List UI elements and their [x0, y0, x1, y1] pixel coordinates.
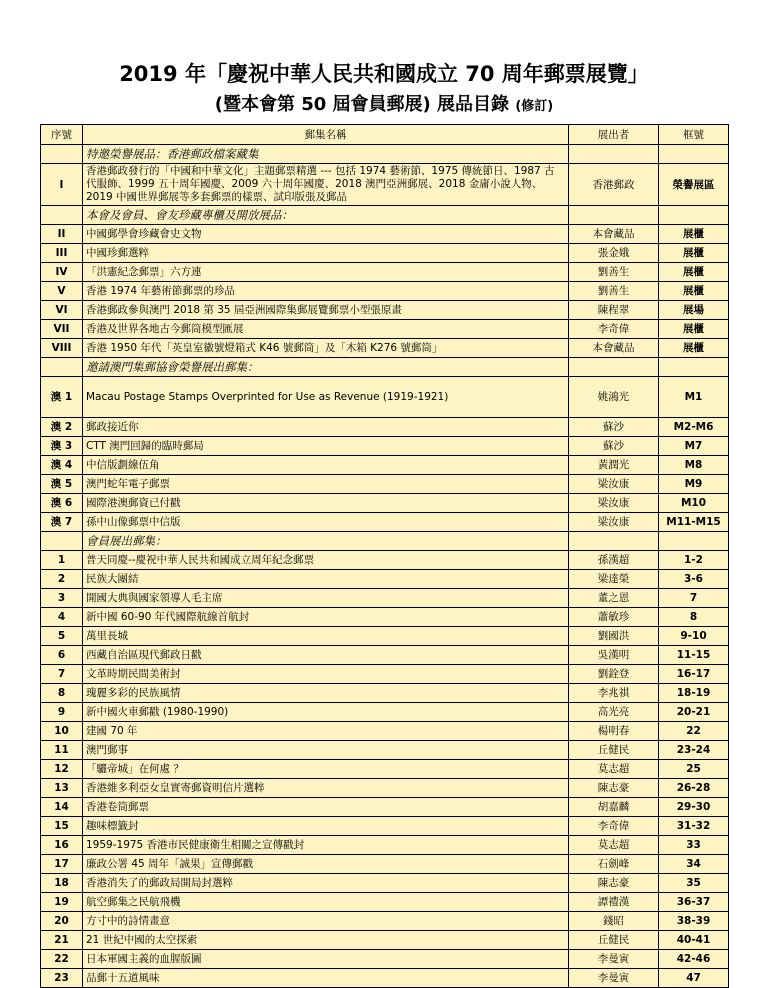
table-row [41, 779, 729, 798]
exhibit-name: 趣味標籤封 [83, 817, 569, 836]
table-row [41, 741, 729, 760]
table-row [41, 969, 729, 988]
exhibit-name: 瑰麗多彩的民族風情 [83, 684, 569, 703]
exhibit-name: 中信版劃線伍角 [83, 456, 569, 475]
table-row [41, 494, 729, 513]
frame-number: 23-24 [659, 741, 729, 760]
frame-number: 42-46 [659, 950, 729, 969]
exhibitor-name: 劉銓登 [569, 665, 659, 684]
table-row [41, 513, 729, 532]
exhibitor-name: 本會藏品 [569, 225, 659, 244]
exhibitor-name: 陳志豪 [569, 874, 659, 893]
table-row [41, 627, 729, 646]
frame-number: 展櫃 [659, 263, 729, 282]
exhibit-name: 西藏自治區現代郵政日戳 [83, 646, 569, 665]
table-row [41, 551, 729, 570]
exhibit-number: V [41, 282, 83, 301]
exhibit-name: 日本軍國主義的血腥版圖 [83, 950, 569, 969]
frame-number: M11-M15 [659, 513, 729, 532]
exhibit-number: II [41, 225, 83, 244]
frame-number: M8 [659, 456, 729, 475]
table-row [41, 418, 729, 437]
section-spacer [659, 145, 729, 164]
section-spacer [41, 358, 83, 377]
section-header-row [41, 206, 729, 225]
exhibitor-name: 高光亮 [569, 703, 659, 722]
exhibit-number: 5 [41, 627, 83, 646]
exhibit-name: Macau Postage Stamps Overprinted for Use as Revenue (1919-1921) [83, 377, 569, 418]
table-row [41, 874, 729, 893]
exhibit-number: 澳 7 [41, 513, 83, 532]
table-row [41, 339, 729, 358]
table-body [41, 145, 729, 988]
exhibit-name: 普天同慶--慶祝中華人民共和國成立周年紀念郵票 [83, 551, 569, 570]
exhibit-name: 品郵十五道風味 [83, 969, 569, 988]
table-row [41, 760, 729, 779]
frame-number: 9-10 [659, 627, 729, 646]
exhibit-number: IV [41, 263, 83, 282]
exhibit-name: 新中國 60-90 年代國際航線首航封 [83, 608, 569, 627]
exhibit-name: 中國郵學會珍藏會史文物 [83, 225, 569, 244]
table-row [41, 301, 729, 320]
frame-number: 展櫃 [659, 282, 729, 301]
exhibitor-name: 香港郵政 [569, 164, 659, 206]
exhibit-name: 香港郵政參與澳門 2018 第 35 屆亞洲國際集郵展覽郵票小型張原畫 [83, 301, 569, 320]
exhibitor-name: 董之恩 [569, 589, 659, 608]
exhibitor-name: 譚禮漢 [569, 893, 659, 912]
table-row [41, 893, 729, 912]
exhibit-number: 17 [41, 855, 83, 874]
frame-number: 7 [659, 589, 729, 608]
exhibitor-name: 丘健民 [569, 741, 659, 760]
header-no: 序號 [41, 125, 83, 145]
table-row [41, 164, 729, 206]
table-row [41, 456, 729, 475]
exhibit-number: 7 [41, 665, 83, 684]
table-row [41, 225, 729, 244]
exhibit-name: 方寸中的詩情畫意 [83, 912, 569, 931]
exhibit-number: 澳 3 [41, 437, 83, 456]
exhibitor-name: 姚鴻光 [569, 377, 659, 418]
exhibitor-name: 本會藏品 [569, 339, 659, 358]
frame-number: 3-6 [659, 570, 729, 589]
table-row [41, 244, 729, 263]
frame-number: 8 [659, 608, 729, 627]
exhibitor-name: 劉國洪 [569, 627, 659, 646]
exhibitor-name: 莫志超 [569, 836, 659, 855]
exhibit-number: 15 [41, 817, 83, 836]
subtitle-note: (修訂) [515, 99, 554, 114]
exhibit-name: 香港及世界各地古今郵筒模型匯展 [83, 320, 569, 339]
table-row [41, 646, 729, 665]
exhibit-number: 23 [41, 969, 83, 988]
exhibitor-name: 孫漢超 [569, 551, 659, 570]
exhibit-number: 1 [41, 551, 83, 570]
frame-number: 40-41 [659, 931, 729, 950]
exhibit-name: 香港 1950 年代「英皇室徽號燈箱式 K46 號郵筒」及「木箱 K276 號郵筒」 [83, 339, 569, 358]
page-subtitle [0, 92, 768, 120]
exhibit-name: 民族大團結 [83, 570, 569, 589]
section-spacer [659, 358, 729, 377]
exhibit-number: VII [41, 320, 83, 339]
exhibit-name: 國際港澳郵資已付戳 [83, 494, 569, 513]
table-header-row [41, 125, 729, 145]
exhibit-name: 航空郵集之民航飛機 [83, 893, 569, 912]
exhibit-name: 郵政接近你 [83, 418, 569, 437]
table-row [41, 684, 729, 703]
frame-number: 展櫃 [659, 339, 729, 358]
section-title: 特邀榮譽展品：香港郵政檔案藏集 [83, 145, 569, 164]
frame-number: 33 [659, 836, 729, 855]
section-title: 會員展出郵集： [83, 532, 569, 551]
table-row [41, 589, 729, 608]
frame-number: 25 [659, 760, 729, 779]
page-title: 2019 年「慶祝中華人民共和國成立 70 周年郵票展覽」 [119, 62, 649, 86]
exhibitor-name: 吳漢明 [569, 646, 659, 665]
frame-number: M1 [659, 377, 729, 418]
exhibit-number: 16 [41, 836, 83, 855]
section-header-row [41, 145, 729, 164]
exhibit-name: 香港卷筒郵票 [83, 798, 569, 817]
frame-number: 35 [659, 874, 729, 893]
section-title: 本會及會員、會友珍藏專櫃及開放展品： [83, 206, 569, 225]
exhibit-number: VI [41, 301, 83, 320]
frame-number: 22 [659, 722, 729, 741]
header-name: 郵集名稱 [83, 125, 569, 145]
exhibit-name: 1959-1975 香港市民健康衛生相關之宣傳戳封 [83, 836, 569, 855]
exhibit-number: 9 [41, 703, 83, 722]
exhibit-name: 「驪帝城」在何處 ？ [83, 760, 569, 779]
exhibit-name: 廉政公署 45 周年「誠果」宣傳郵戳 [83, 855, 569, 874]
section-header-row [41, 358, 729, 377]
exhibit-name: 「洪憲紀念郵票」六方連 [83, 263, 569, 282]
exhibit-name: 香港消失了的郵政局開局封選粹 [83, 874, 569, 893]
subtitle-text: (暨本會第 50 屆會員郵展) 展品目錄 [214, 94, 510, 115]
exhibit-number: III [41, 244, 83, 263]
frame-number: 展場 [659, 301, 729, 320]
exhibit-number: 21 [41, 931, 83, 950]
exhibit-number: 12 [41, 760, 83, 779]
exhibitor-name: 莫志超 [569, 760, 659, 779]
exhibit-number: VIII [41, 339, 83, 358]
frame-number: 34 [659, 855, 729, 874]
frame-number: 29-30 [659, 798, 729, 817]
exhibitor-name: 梁汝康 [569, 494, 659, 513]
table-row [41, 798, 729, 817]
exhibit-number: 10 [41, 722, 83, 741]
exhibit-name: 新中國火車郵戳 (1980-1990) [83, 703, 569, 722]
exhibit-name: 澳門蛇年電子郵票 [83, 475, 569, 494]
exhibit-number: 18 [41, 874, 83, 893]
frame-number: 26-28 [659, 779, 729, 798]
exhibit-name: 建國 70 年 [83, 722, 569, 741]
exhibit-name: 中國珍郵選粹 [83, 244, 569, 263]
section-title: 邀請澳門集郵協會榮譽展出郵集： [83, 358, 569, 377]
exhibit-number: 13 [41, 779, 83, 798]
frame-number: 16-17 [659, 665, 729, 684]
exhibit-number: I [41, 164, 83, 206]
exhibit-name: CTT 澳門回歸的臨時郵局 [83, 437, 569, 456]
exhibit-number: 澳 5 [41, 475, 83, 494]
table-row [41, 931, 729, 950]
exhibitor-name: 蘇沙 [569, 437, 659, 456]
exhibitor-name: 丘健民 [569, 931, 659, 950]
exhibitor-name: 劉善生 [569, 282, 659, 301]
exhibit-name: 開國大典與國家領導人毛主席 [83, 589, 569, 608]
frame-number: 展櫃 [659, 244, 729, 263]
exhibitor-name: 李兆祺 [569, 684, 659, 703]
table-row [41, 665, 729, 684]
section-spacer [41, 145, 83, 164]
exhibitor-name: 石劍峰 [569, 855, 659, 874]
table-row [41, 377, 729, 418]
exhibitor-name: 李奇偉 [569, 320, 659, 339]
section-spacer [41, 206, 83, 225]
frame-number: M10 [659, 494, 729, 513]
exhibitor-name: 梁汝康 [569, 513, 659, 532]
table-row [41, 475, 729, 494]
exhibit-name: 文革時期民間美術封 [83, 665, 569, 684]
frame-number: 1-2 [659, 551, 729, 570]
exhibit-catalog-table [40, 124, 729, 988]
table-row [41, 320, 729, 339]
exhibit-number: 22 [41, 950, 83, 969]
exhibit-number: 6 [41, 646, 83, 665]
table-row [41, 836, 729, 855]
frame-number: 36-37 [659, 893, 729, 912]
exhibit-name: 萬里長城 [83, 627, 569, 646]
exhibit-name: 孫中山像郵票中信版 [83, 513, 569, 532]
exhibitor-name: 陳志豪 [569, 779, 659, 798]
section-spacer [41, 532, 83, 551]
frame-number: M7 [659, 437, 729, 456]
exhibit-number: 3 [41, 589, 83, 608]
exhibit-name: 香港 1974 年藝術節郵票的珍品 [83, 282, 569, 301]
section-spacer [659, 532, 729, 551]
frame-number: 18-19 [659, 684, 729, 703]
frame-number: M2-M6 [659, 418, 729, 437]
frame-number: 31-32 [659, 817, 729, 836]
exhibit-number: 19 [41, 893, 83, 912]
exhibitor-name: 錢昭 [569, 912, 659, 931]
table-row [41, 817, 729, 836]
frame-number: M9 [659, 475, 729, 494]
exhibit-number: 8 [41, 684, 83, 703]
exhibitor-name: 梁汝康 [569, 475, 659, 494]
frame-number: 展櫃 [659, 320, 729, 339]
exhibit-name: 香港郵政發行的「中國和中華文化」主題郵票精選 --- 包括 1974 藝術節、1975 傳統節日、1987 古代服飾、1999 五十周年國慶、2009 六十周年國慶、2018 澳門亞洲郵展、2018 金庸小說人物、2019 中國世界郵展等多套郵票的樣票、試印版張及郵品 [83, 164, 569, 206]
frame-number: 榮譽展區 [659, 164, 729, 206]
exhibitor-name: 張金娥 [569, 244, 659, 263]
table-row [41, 722, 729, 741]
table-row [41, 282, 729, 301]
section-spacer [659, 206, 729, 225]
exhibit-number: 澳 4 [41, 456, 83, 475]
exhibit-number: 澳 1 [41, 377, 83, 418]
exhibitor-name: 胡嘉麟 [569, 798, 659, 817]
section-spacer [569, 145, 659, 164]
table-row [41, 703, 729, 722]
exhibitor-name: 李奇偉 [569, 817, 659, 836]
header-exhibitor: 展出者 [569, 125, 659, 145]
exhibitor-name: 劉善生 [569, 263, 659, 282]
exhibitor-name: 蕭敏珍 [569, 608, 659, 627]
exhibit-number: 2 [41, 570, 83, 589]
exhibitor-name: 李曼寅 [569, 950, 659, 969]
exhibit-name: 21 世紀中國的太空探索 [83, 931, 569, 950]
exhibit-name: 香港維多利亞女皇實寄郵資明信片選粹 [83, 779, 569, 798]
table-row [41, 263, 729, 282]
table-row [41, 437, 729, 456]
frame-number: 38-39 [659, 912, 729, 931]
table-row [41, 855, 729, 874]
exhibit-number: 20 [41, 912, 83, 931]
table-row [41, 608, 729, 627]
exhibit-number: 4 [41, 608, 83, 627]
header-frame: 框號 [659, 125, 729, 145]
exhibitor-name: 陳程翠 [569, 301, 659, 320]
exhibit-name: 澳門郵事 [83, 741, 569, 760]
exhibit-number: 11 [41, 741, 83, 760]
exhibit-number: 14 [41, 798, 83, 817]
section-header-row [41, 532, 729, 551]
exhibitor-name: 李曼寅 [569, 969, 659, 988]
section-spacer [569, 532, 659, 551]
exhibitor-name: 蘇沙 [569, 418, 659, 437]
frame-number: 11-15 [659, 646, 729, 665]
table-row [41, 912, 729, 931]
table-row [41, 950, 729, 969]
exhibitor-name: 楊明春 [569, 722, 659, 741]
table-row [41, 570, 729, 589]
section-spacer [569, 358, 659, 377]
frame-number: 20-21 [659, 703, 729, 722]
section-spacer [569, 206, 659, 225]
exhibitor-name: 梁達榮 [569, 570, 659, 589]
frame-number: 47 [659, 969, 729, 988]
frame-number: 展櫃 [659, 225, 729, 244]
exhibit-number: 澳 6 [41, 494, 83, 513]
exhibitor-name: 黃潤光 [569, 456, 659, 475]
exhibit-number: 澳 2 [41, 418, 83, 437]
